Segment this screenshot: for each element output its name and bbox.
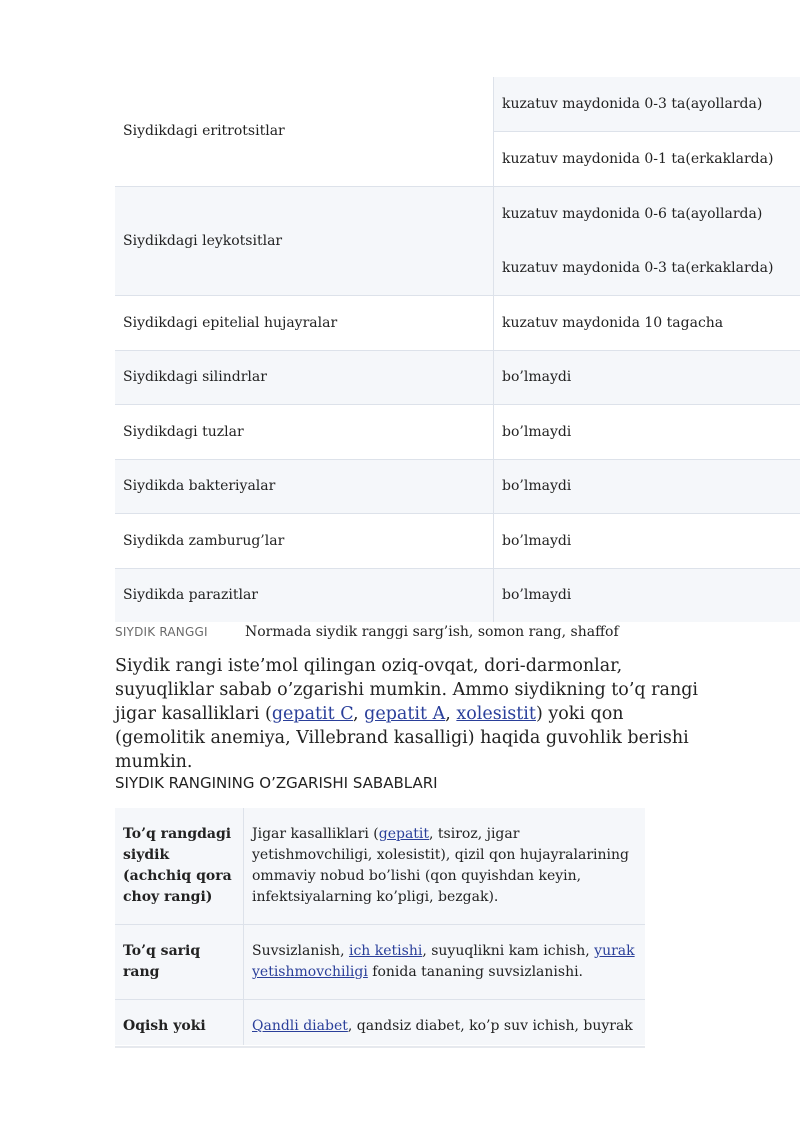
table-row [115, 808, 645, 925]
caption-label: SIYDIK RANGGI [115, 625, 208, 639]
row-value [244, 808, 646, 925]
table-cell-value: kuzatuv maydonida 0-3 ta(ayollarda) [494, 77, 800, 131]
caption-text: Normada siydik ranggi sarg’ish, somon rang, shaffof [245, 624, 619, 640]
link-qandli-diabet[interactable]: Qandli diabet [252, 1018, 348, 1034]
row-value [244, 1000, 646, 1046]
table-cell-value: bo’lmaydi [494, 568, 800, 622]
row-key: To’q rangdagi siydik (achchiq qora choy rangi) [115, 808, 244, 925]
table-row [115, 925, 645, 1000]
table-cell-value: bo’lmaydi [494, 513, 800, 568]
table-bottom-edge [115, 1046, 645, 1048]
table-row [115, 1000, 645, 1046]
urine-color-caption [115, 624, 619, 640]
cell-text: Jigar kasalliklari ( [252, 826, 379, 842]
paragraph-separator: , [353, 704, 365, 724]
row-value [244, 925, 646, 1000]
link-yurak-yetishmovchiligi[interactable]: yurak yetishmovchiligi [252, 943, 635, 980]
table-cell-value: bo’lmaydi [494, 404, 800, 459]
table-cell-name: Siydikda bakteriyalar [115, 459, 494, 513]
causes-heading: SIYDIK RANGINING O’ZGARISHI SABABLARI [115, 774, 438, 792]
table-cell-value: kuzatuv maydonida 0-1 ta(erkaklarda) [494, 131, 800, 186]
color-causes-table [115, 808, 645, 1045]
link-xolesistit[interactable]: xolesistit [456, 704, 536, 724]
table-cell-name: Siydikdagi silindrlar [115, 350, 494, 404]
link-ich-ketishi[interactable]: ich ketishi [348, 943, 423, 959]
cell-text: fonida tananing suvsizlanishi. [367, 964, 584, 980]
row-key: To’q sariq rang [115, 925, 244, 1000]
table-cell-name: Siydikdagi epitelial hujayralar [115, 295, 494, 350]
paragraph-text: ) yoki qon (gemolitik anemiya, Villebrand kasalligi) haqida guvohlik berishi mumkin. [115, 704, 689, 772]
cell-text: , tsiroz, jigar yetishmovchiligi, xolesistit), qizil qon hujayralarining ommaviy nobud bo’lishi (qon quyishdan keyin, infektsiyalarning ko’pligi, bezgak). [252, 826, 629, 905]
table-cell-name: Siydikdagi tuzlar [115, 404, 494, 459]
table-cell-name: Siydikdagi eritrotsitlar [115, 77, 494, 186]
cell-text: , qandsiz diabet, ko’p suv ichish, buyrak [347, 1018, 633, 1034]
cell-text: , suyuqlikni kam ichish, [422, 943, 595, 959]
table-cell-value: bo’lmaydi [494, 459, 800, 513]
table-cell-name: Siydikdagi leykotsitlar [115, 186, 494, 295]
urine-color-paragraph [115, 654, 715, 774]
paragraph-text: Siydik rangi iste’mol qilingan oziq-ovqat, dori-darmonlar, suyuqliklar sabab o’zgarishi mumkin. Ammo siydikning to’q rangi jigar kasalliklari ( [115, 656, 699, 724]
table-cell-value: kuzatuv maydonida 0-3 ta(erkaklarda) [494, 241, 800, 295]
cell-text: Suvsizlanish, [252, 943, 349, 959]
link-gepatit-a[interactable]: gepatit A [364, 704, 446, 724]
table-cell-value: bo’lmaydi [494, 350, 800, 404]
table-cell-value: kuzatuv maydonida 0-6 ta(ayollarda) [494, 186, 800, 241]
urine-norms-table [115, 77, 800, 622]
table-cell-name: Siydikda parazitlar [115, 568, 494, 622]
link-gepatit[interactable]: gepatit [378, 826, 430, 842]
paragraph-separator: , [445, 704, 457, 724]
table-cell-name: Siydikda zamburug’lar [115, 513, 494, 568]
link-gepatit-c[interactable]: gepatit C [271, 704, 354, 724]
table-cell-value: kuzatuv maydonida 10 tagacha [494, 295, 800, 350]
row-key: Oqish yoki [115, 1000, 244, 1046]
